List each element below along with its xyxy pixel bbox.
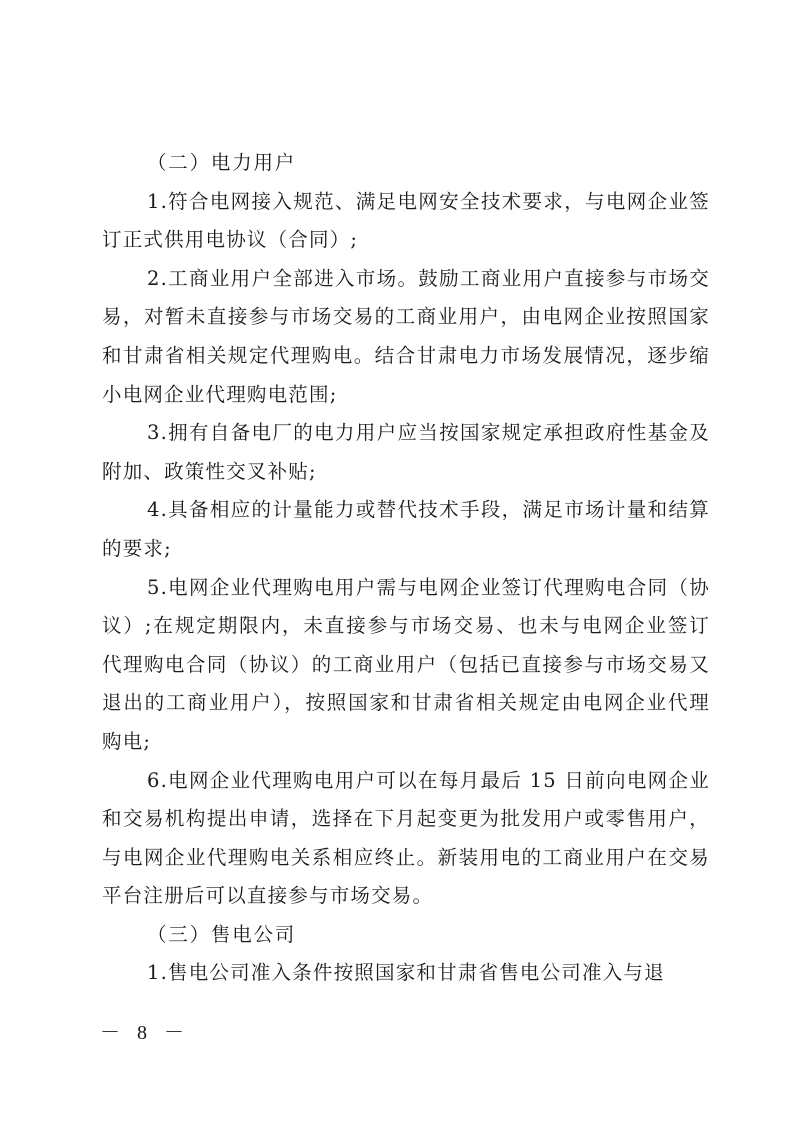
paragraph-item-2: 2.工商业用户全部进入市场。鼓励工商业用户直接参与市场交易，对暂未直接参与市场交易的工商业用户，由电网企业按照国家和甘肃省相关规定代理购电。结合甘肃电力市场发展情况，逐步缩小电网企业代理购电范围;	[102, 266, 710, 406]
paragraph-item-6: 6.电网企业代理购电用户可以在每月最后 15 日前向电网企业和交易机构提出申请，选择在下月起变更为批发用户或零售用户，与电网企业代理购电关系相应终止。新装用电的工商业用户在交易平台注册后可以直接参与市场交易。	[102, 768, 710, 908]
section-heading-power-users: （二）电力用户	[147, 151, 297, 174]
paragraph-item-4: 4.具备相应的计量能力或替代技术手段，满足市场计量和结算的要求;	[102, 498, 710, 560]
paragraph-retail-item-1: 1.售电公司准入条件按照国家和甘肃省售电公司准入与退	[147, 961, 665, 985]
paragraph-item-1: 1.符合电网接入规范、满足电网安全技术要求，与电网企业签订正式供用电协议（合同）;	[102, 189, 710, 252]
page-number: － 8 －	[100, 1022, 190, 1044]
section-heading-retail-companies: （三）售电公司	[147, 922, 297, 946]
paragraph-item-5: 5.电网企业代理购电用户需与电网企业签订代理购电合同（协议）;在规定期限内，未直接参与市场交易、也未与电网企业签订代理购电合同（协议）的工商业用户（包括已直接参与市场交易又退出的工商业用户），按照国家和甘肃省相关规定由电网企业代理购电;	[102, 575, 710, 753]
paragraph-item-3: 3.拥有自备电厂的电力用户应当按国家规定承担政府性基金及附加、政策性交叉补贴;	[102, 421, 710, 483]
document-body	[102, 144, 710, 993]
